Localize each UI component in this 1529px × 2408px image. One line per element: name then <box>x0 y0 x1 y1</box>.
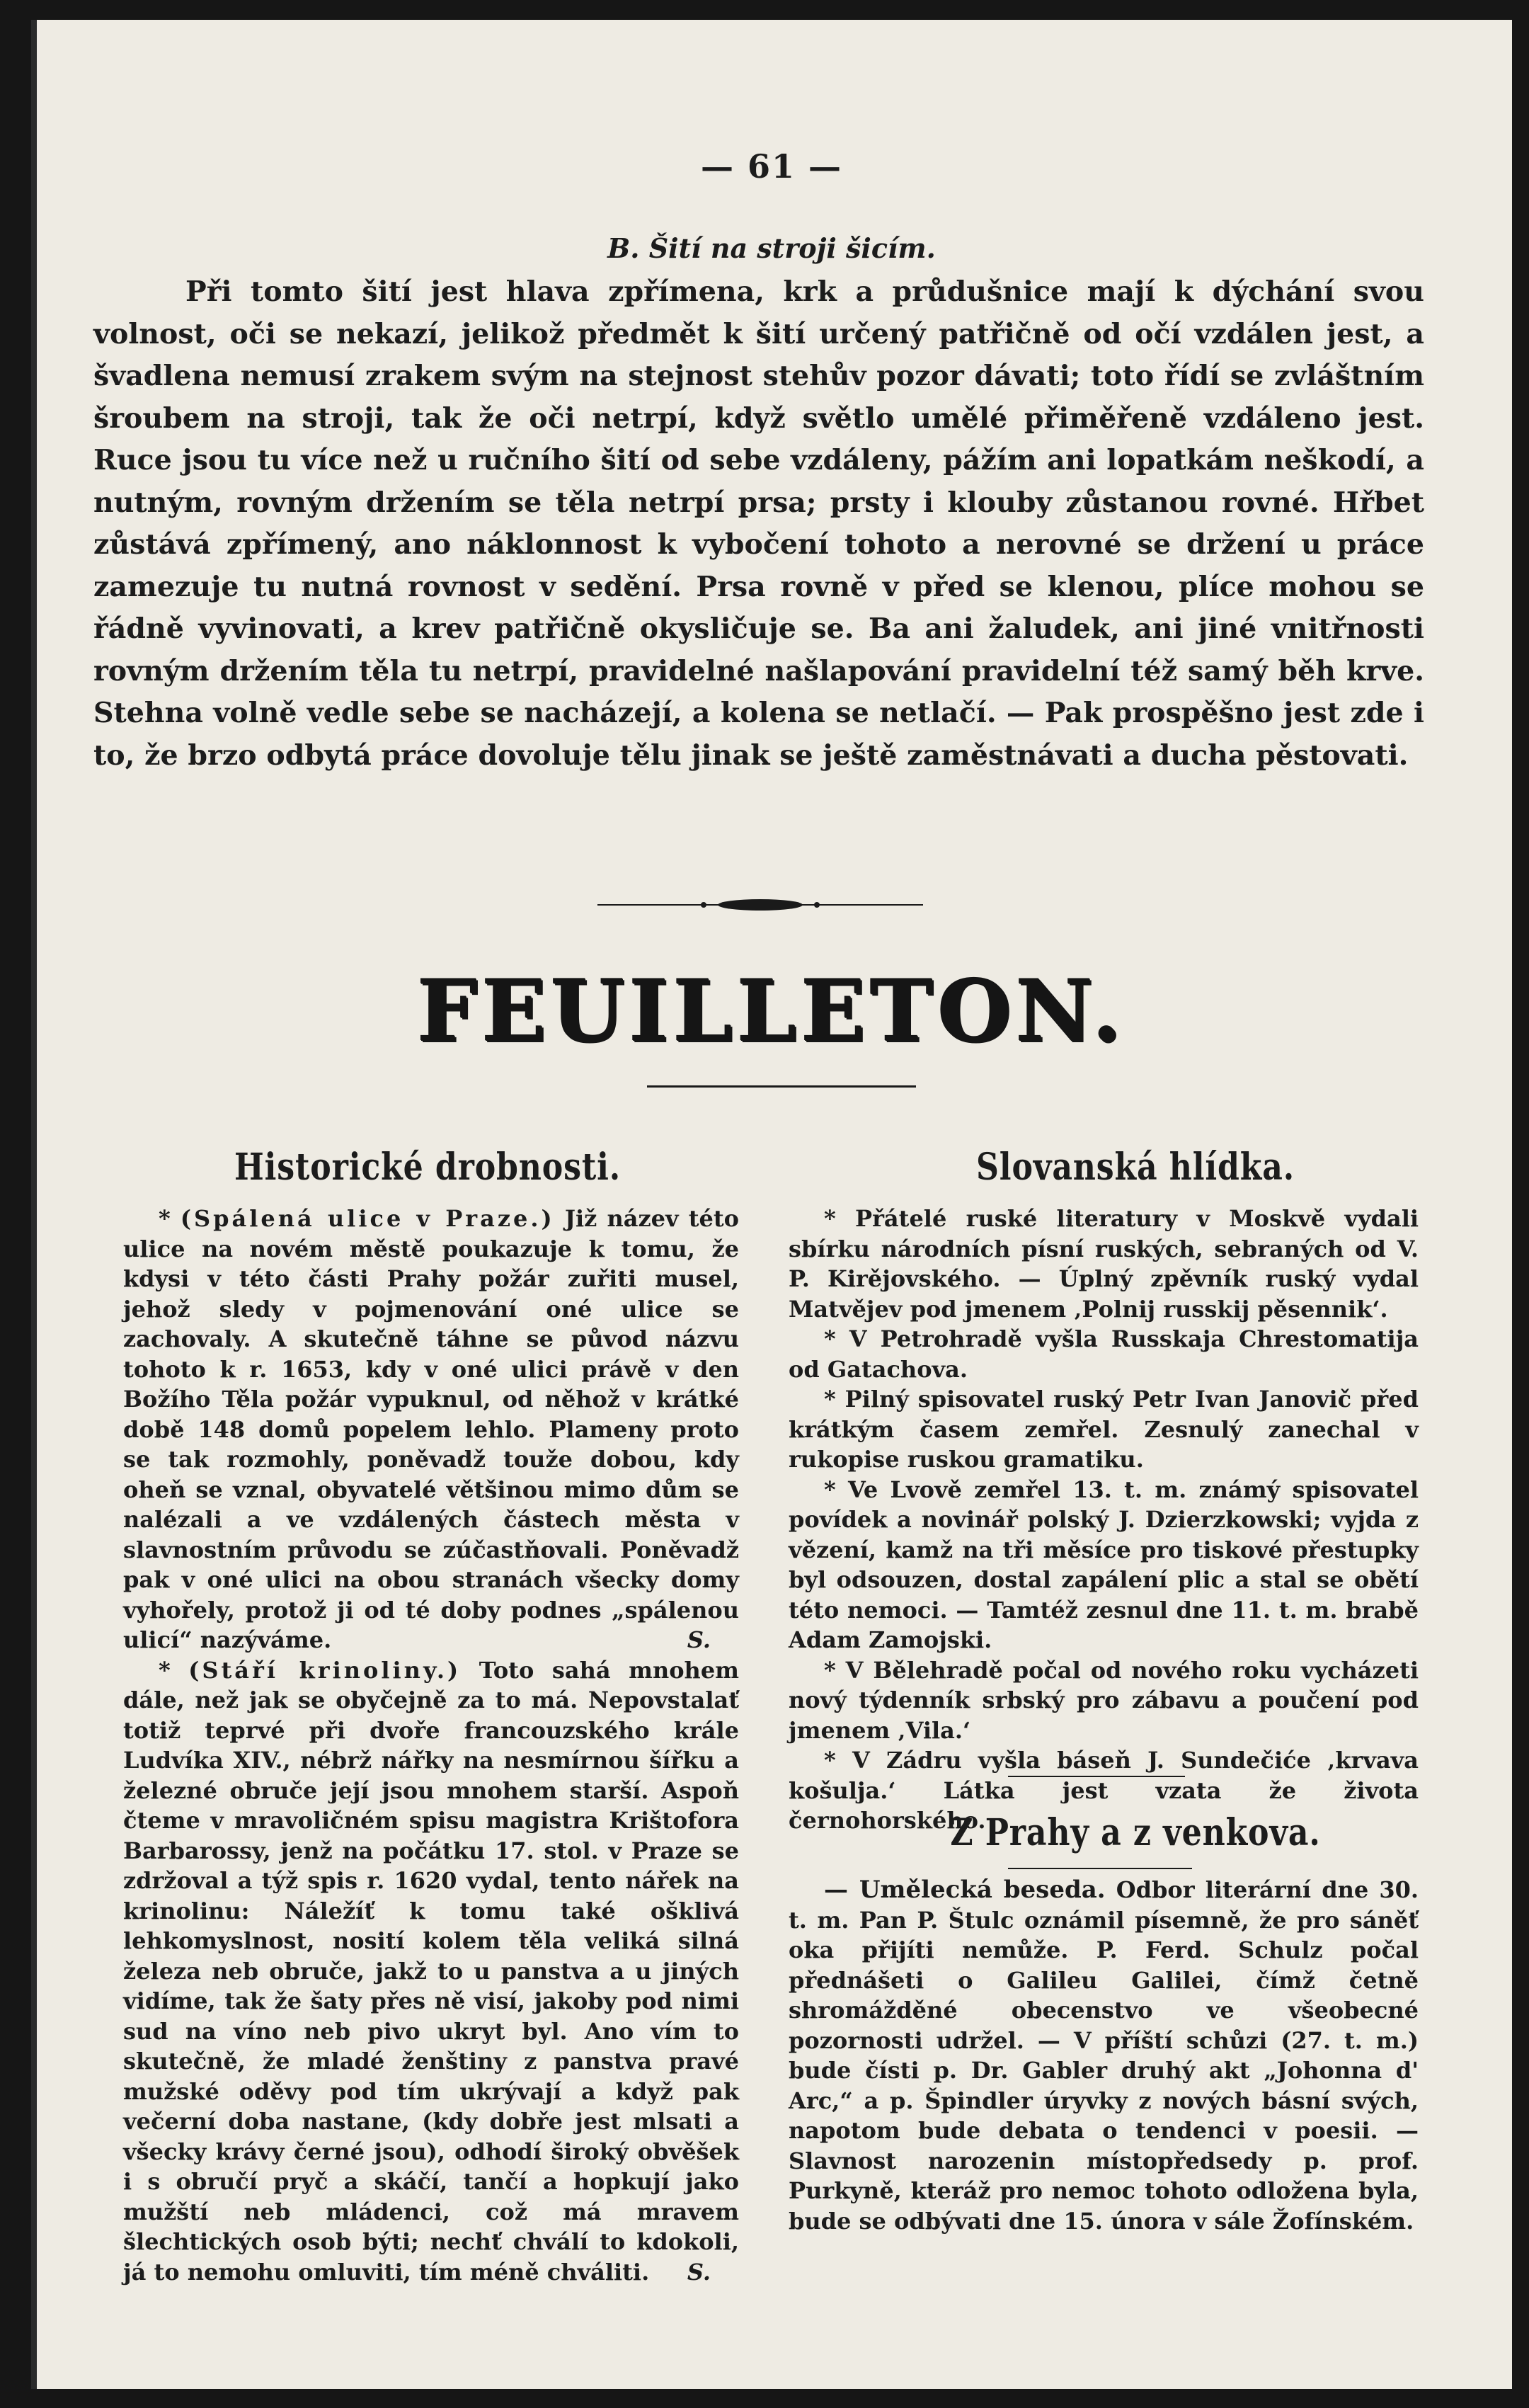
right-column <box>789 1204 1419 1836</box>
intro-text: Při tomto šití jest hlava zpřímena, krk a průdušnice mají k dýchání svou volnost, oči se nekazí, jelikož předmět k šití určený patřičně od očí vzdálen jest, a švadlena nemusí zrakem svým na stejnost stehův pozor dávati; toto řídí se zvláštním šroubem na stroji, tak že oči netrpí, když světlo umělé přiměřeně vzdáleno jest. Ruce jsou tu více než u ručního šití od sebe vzdáleny, pážím ani lopatkám neškodí, a nutným, rovným držením se těla netrpí prsa; prsty i klouby zůstanou rovné. Hřbet zůstává zpřímený, ano náklonnost k vybočení tohoto a nerovné se držení u práce zamezuje tu nutná rovnost v sedění. Prsa rovně v před se klenou, plíce mohou se řádně vyvinovati, a krev patřičně okysličuje se. Ba ani žaludek, ani jiné vnitřnosti rovným držením těla tu netrpí, pravidelné našlapování pravidelní též samý běh krve. Stehna volně vedle sebe se nacházejí, a kolena se netlačí. — Pak prospěšno jest zde i to, že brzo odbytá práce dovoluje tělu jinak se ještě zaměstnávati a ducha pěstovati. <box>93 275 1424 772</box>
signature: S. <box>687 1626 711 1653</box>
newspaper-page <box>31 20 1512 2389</box>
prague-news-rule <box>1008 1868 1192 1869</box>
prague-news <box>789 1875 1419 2236</box>
right-item: * V Zádru vyšla báseň J. Sundečiće ‚krvava košulja.‘ Látka jest vzata že života černohorského. <box>789 1747 1419 1834</box>
news-lead: — Umělecká beseda. <box>824 1876 1106 1904</box>
prague-news-title: Z Prahy a z venkova. <box>950 1811 1321 1854</box>
item-text: Toto sahá mnohem dále, než jak se obyčejně za to má. Nepovstalať totiž teprvé při dvoře francouzského krále Ludvíka XIV., nébrž nářky na nesmírnou šířku a železné obruče její jsou mnohem starší. Aspoň čteme v mravoličném spisu magistra Krištofora Barbarossy, jenž na počátku 17. stol. v Praze se zdržoval a týž spis r. 1620 vydal, tento nářek na krinolinu: Náležíť k tomu také ošklivá lehkomyslnost, nosití kolem těla veliká silná železa neb obruče, jakž to u panstva a u jiných vidíme, tak že šaty přes ně visí, jakoby pod nimi sud na víno neb pivo ukryt byl. Ano vím to skutečně, že mladé ženštiny z panstva pravé mužské oděvy pod tím ukrývají a když pak večerní doba nastane, (kdy dobře jest mlsati a všecky krávy černé jsou), odhodí široký obvěšek i s obručí pryč a skáčí, tančí a hopkují jako mužští neb mládenci, což má mravem šlechtických osob býti; nechť chválí to kdokoli, já to nemohu omluviti, tím méně chváliti. <box>123 1656 740 2286</box>
news-paragraph <box>789 1875 1419 2236</box>
left-column <box>123 1204 739 2287</box>
feuilleton-title: FEUILLETON. <box>417 962 1126 1061</box>
item-text: Již název této ulice na novém městě poukazuje k tomu, že kdysi v této části Prahy požár zuřiti musel, jehož sledy v pojmenování oné ulice se zachovaly. A skutečně táhne se původ názvu tohoto k r. 1653, kdy v oné ulici právě v den Božího Těla požár vypuknul, od něhož v krátké době 148 domů popelem lehlo. Plameny proto se tak rozmohly, poněvadž touže dobou, kdy oheň se vznal, obyvatelé většinou mimo dům se nalézali a ve vzdálených částech města v slavnostním průvodu se zúčastňovali. Poněvadž pak v oné ulici na obou stranách všecky domy vyhořely, protož ji od té doby podnes „spálenou ulicí“ nazýváme. <box>123 1205 740 1653</box>
section-rule <box>1008 1776 1185 1777</box>
left-column-title: Historické drobnosti. <box>234 1146 621 1189</box>
section-heading: B. Šití na stroji šicím. <box>607 232 936 264</box>
ornament-divider <box>597 898 923 912</box>
intro-paragraph <box>93 271 1424 777</box>
right-item: * Přátelé ruské literatury v Moskvě vydali sbírku národních písní ruských, sebraných od V. P. Kirějovského. — Úplný zpěvník ruský vydal Matvějev pod jmenem ‚Polnij russkij pěsennik‘. <box>789 1205 1419 1323</box>
right-item: * Ve Lvově zemřel 13. t. m. známý spisovatel povídek a novinář polský J. Dzierzkowski; vyjda z vězení, kamž na tři měsíce pro tiskové přestupky byl odsouzen, dostal zapálení plic a stal se obětí této nemoci. — Tamtéž zesnul dne 11. t. m. brabě Adam Zamojski. <box>789 1476 1419 1653</box>
right-item: * V Petrohradě vyšla Russkaja Chrestomatija od Gatachova. <box>789 1325 1419 1383</box>
page-spine <box>31 20 37 2389</box>
item-label: (Spálená ulice v Praze.) <box>180 1205 555 1232</box>
news-text: Odbor literární dne 30. t. m. Pan P. Štulc oznámil písemně, že pro sáněť oka přijíti nemůže. P. Ferd. Schulz počal přednášeti o Galileu Galilei, čímž četně shromážděné obecenstvo ve všeobecné pozornosti udržel. — V příští schůzi (27. t. m.) bude čísti p. Dr. Gabler druhý akt „Johonna d' Arc,“ a p. Špindler úryvky z nových básní svých, napotom bude debata o tendenci v poesii. — Slavnost narozenin místopředsedy p. prof. Purkyně, kteráž pro nemoc tohoto odložena byla, bude se odbývati dne 15. února v sále Žofínském. <box>789 1876 1419 2235</box>
item-label: (Stáří krinoliny.) <box>188 1656 462 1684</box>
signature: S. <box>687 2258 711 2286</box>
feuilleton-rule <box>647 1085 916 1088</box>
page-number: — 61 — <box>700 147 843 186</box>
right-item: * V Bělehradě počal od nového roku vycházeti nový týdenník srbský pro zábavu a poučení pod jmenem ‚Vila.‘ <box>789 1656 1419 1744</box>
left-item-krinolina: * (Stáří krinoliny.) Toto sahá mnohem dále, než jak se obyčejně za to má. Nepovstalať totiž teprvé při dvoře francouzského krále Ludvíka XIV., nébrž nářky na nesmírnou šířku a železné obruče její jsou mnohem starší. Aspoň čteme v mravoličném spisu magistra Krištofora Barbarossy, jenž na počátku 17. stol. v Praze se zdržoval a týž spis r. 1620 vydal, tento nářek na krinolinu: Náležíť k tomu také ošklivá lehkomyslnost, nosití kolem těla veliká silná železa neb obruče, jakž to u panstva a u jiných vidíme, tak že šaty přes ně visí, jakoby pod nimi sud na víno neb pivo ukryt byl. Ano vím to skutečně, že mladé ženštiny z panstva pravé mužské oděvy pod tím ukrývají a když pak večerní doba nastane, (kdy dobře jest mlsati a všecky krávy černé jsou), odhodí široký obvěšek i s obručí pryč a skáčí, tančí a hopkují jako mužští neb mládenci, což má mravem šlechtických osob býti; nechť chválí to kdokoli, já to nemohu omluviti, tím méně chváliti. S. <box>123 1655 739 2288</box>
right-column-title: Slovanská hlídka. <box>976 1146 1295 1189</box>
right-item: * Pilný spisovatel ruský Petr Ivan Janovič před krátkým časem zemřel. Zesnulý zanechal v rukopise ruskou gramatiku. <box>789 1386 1419 1473</box>
left-item-spalena: * (Spálená ulice v Praze.) Již název této ulice na novém městě poukazuje k tomu, že kdysi v této části Prahy požár zuřiti musel, jehož sledy v pojmenování oné ulice se zachovaly. A skutečně táhne se původ názvu tohoto k r. 1653, kdy v oné ulici právě v den Božího Těla požár vypuknul, od něhož v krátké době 148 domů popelem lehlo. Plameny proto se tak rozmohly, poněvadž touže dobou, kdy oheň se vznal, obyvatelé většinou mimo dům se nalézali a ve vzdálených částech města v slavnostním průvodu se zúčastňovali. Poněvadž pak v oné ulici na obou stranách všecky domy vyhořely, protož ji od té doby podnes „spálenou ulicí“ nazýváme. S. <box>123 1204 739 1655</box>
